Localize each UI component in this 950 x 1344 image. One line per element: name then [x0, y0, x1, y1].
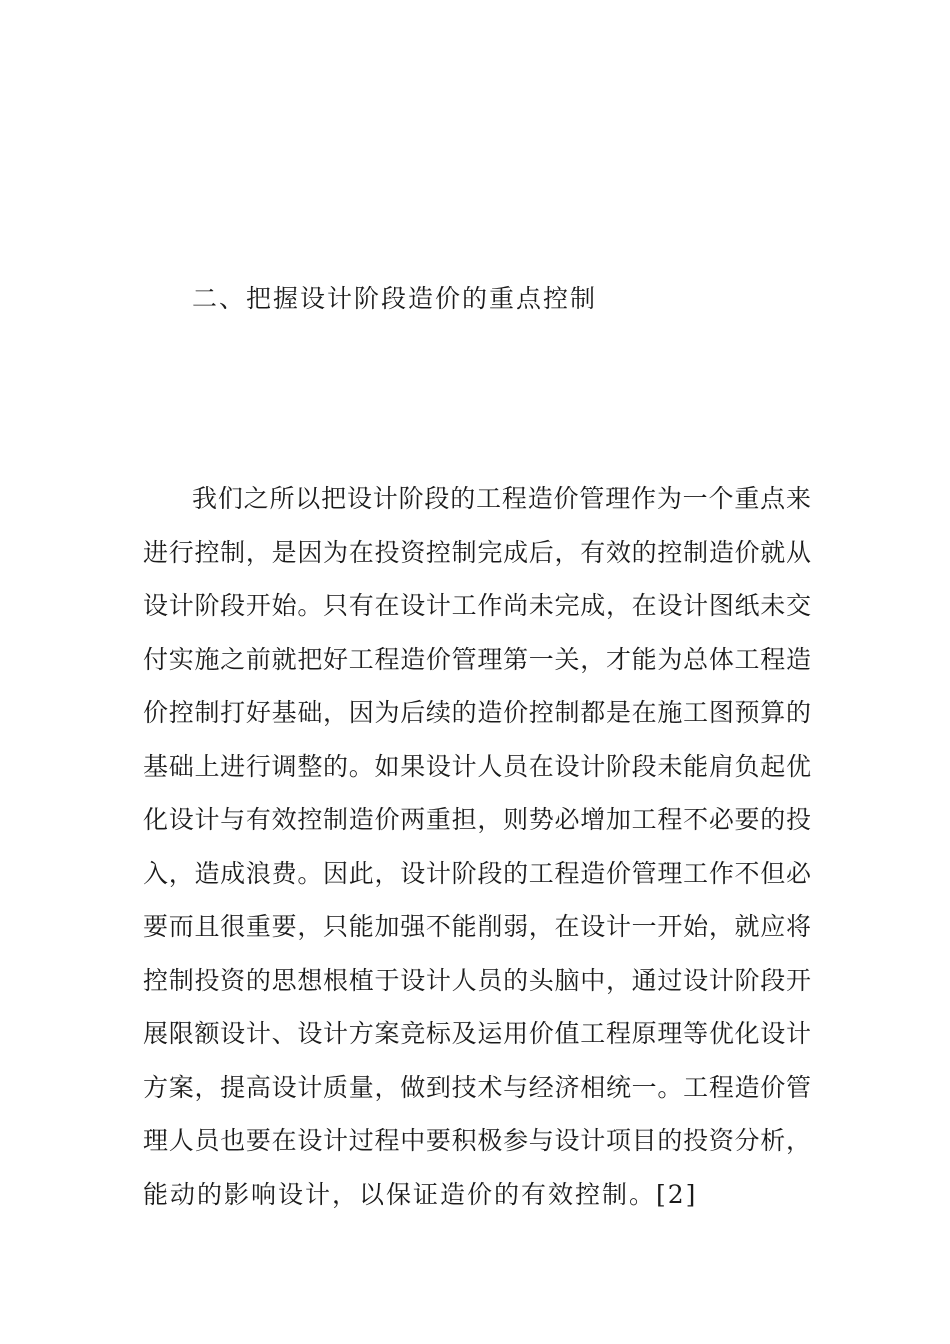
- paragraph-line: 付实施之前就把好工程造价管理第一关，才能为总体工程造: [143, 644, 811, 674]
- paragraph-line: 进行控制，是因为在投资控制完成后，有效的控制造价就从: [143, 537, 811, 567]
- paragraph-line: 我们之所以把设计阶段的工程造价管理作为一个重点来: [192, 484, 811, 513]
- paragraph-line: 设计阶段开始。只有在设计工作尚未完成，在设计图纸未交: [143, 591, 811, 620]
- paragraph-line: 方案，提高设计质量，做到技术与经济相统一。工程造价管: [143, 1072, 811, 1102]
- body-paragraph: [143, 478, 811, 1227]
- paragraph-line: 展限额设计、设计方案竞标及运用价值工程原理等优化设计: [143, 1019, 811, 1048]
- section-heading: 二、把握设计阶段造价的重点控制: [192, 284, 598, 313]
- paragraph-line: 要而且很重要，只能加强不能削弱，在设计一开始，就应将: [143, 912, 811, 941]
- paragraph-line-citation: 能动的影响设计，以保证造价的有效控制。[2]: [143, 1179, 698, 1209]
- paragraph-line: 理人员也要在设计过程中要积极参与设计项目的投资分析，: [143, 1126, 811, 1155]
- paragraph-line: 价控制打好基础，因为后续的造价控制都是在施工图预算的: [143, 698, 811, 727]
- paragraph-line: 基础上进行调整的。如果设计人员在设计阶段未能肩负起优: [143, 751, 811, 781]
- paragraph-line: 入，造成浪费。因此，设计阶段的工程造价管理工作不但必: [143, 858, 811, 888]
- paragraph-line: 控制投资的思想根植于设计人员的头脑中，通过设计阶段开: [143, 965, 811, 995]
- paragraph-line: 化设计与有效控制造价两重担，则势必增加工程不必要的投: [143, 805, 811, 834]
